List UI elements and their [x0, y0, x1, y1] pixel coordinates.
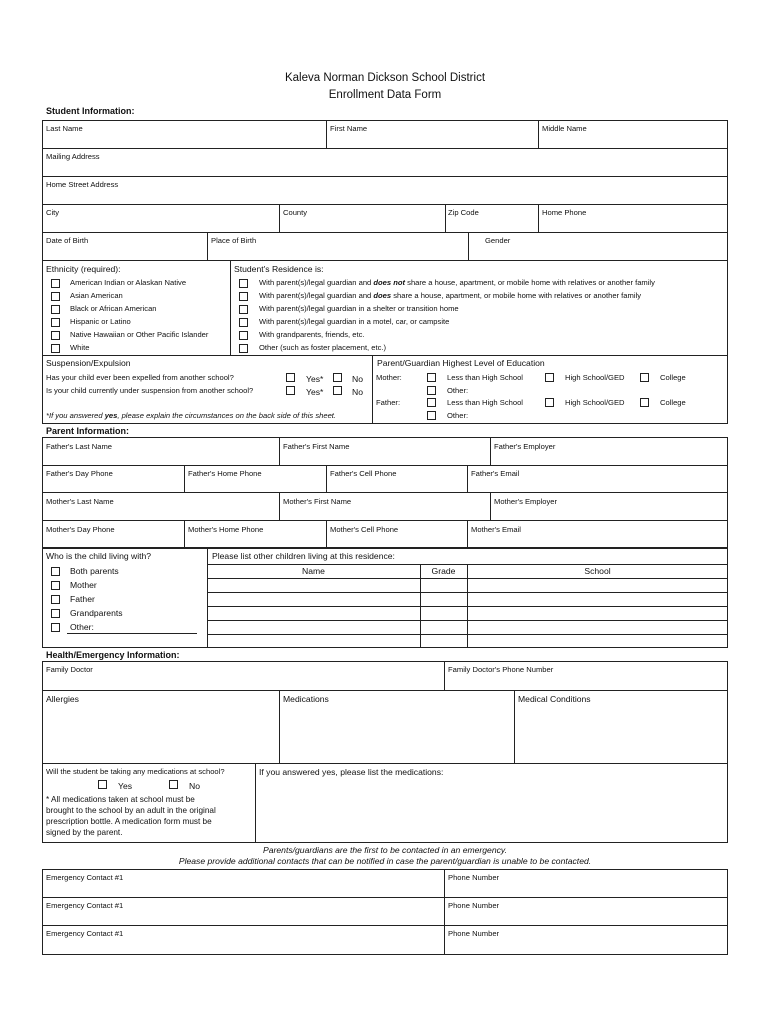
- last-name-field[interactable]: Last Name: [46, 124, 83, 133]
- residence-option-2: With parent(s)/legal guardian and does share a house, apartment, or mobile home with relatives or another family: [259, 291, 642, 300]
- ethnicity-option: Native Hawaiian or Other Pacific Islander: [70, 330, 209, 339]
- mother-other-label: Other:: [447, 386, 469, 395]
- living-other-line[interactable]: [67, 633, 197, 634]
- children-col-name: Name: [302, 566, 325, 576]
- mother-other-checkbox[interactable]: [427, 386, 436, 395]
- residence-option-5: With grandparents, friends, etc.: [259, 330, 365, 339]
- emergency-notice-2: Please provide additional contacts that can be notified in case the parent/guardian is unable to be contacted.: [178, 856, 592, 866]
- emergency-contacts-grid: [42, 869, 728, 955]
- residence-option-4: With parent(s)/legal guardian in a motel, car, or campsite: [259, 317, 450, 326]
- doctor-row: [42, 661, 728, 691]
- emergency-phone-field[interactable]: Phone Number: [448, 873, 500, 882]
- expelled-question: Has your child ever been expelled from another school?: [46, 373, 234, 382]
- residence-checkbox-1[interactable]: [239, 279, 248, 288]
- student-info-grid: [42, 120, 728, 261]
- father-other-checkbox[interactable]: [427, 411, 436, 420]
- living-option: Both parents: [70, 566, 119, 576]
- place-of-birth-field[interactable]: Place of Birth: [211, 236, 257, 245]
- expelled-yes-checkbox[interactable]: [286, 373, 295, 382]
- allergies-field[interactable]: Allergies: [46, 694, 79, 704]
- mailing-address-field[interactable]: Mailing Address: [46, 152, 100, 161]
- ethnicity-checkbox-asian[interactable]: [51, 292, 60, 301]
- medical-box: [42, 690, 728, 764]
- medication-yes-label: Yes: [118, 781, 133, 791]
- health-section-title: Health/Emergency Information:: [46, 650, 180, 660]
- mother-cell-phone-field[interactable]: Mother's Cell Phone: [330, 525, 399, 534]
- father-email-field[interactable]: Father's Email: [471, 469, 520, 478]
- medications-field[interactable]: Medications: [283, 694, 329, 704]
- county-field[interactable]: County: [283, 208, 308, 217]
- residence-option-1: With parent(s)/legal guardian and does not share a house, apartment, or mobile home with relatives or another family: [259, 278, 655, 287]
- residence-label: Student's Residence is:: [234, 264, 324, 274]
- date-of-birth-field[interactable]: Date of Birth: [46, 236, 89, 245]
- ethnicity-option: Hispanic or Latino: [70, 317, 131, 326]
- parent-section-title: Parent Information:: [46, 426, 130, 436]
- form-title: Enrollment Data Form: [328, 89, 442, 101]
- father-less-hs-label: Less than High School: [447, 398, 523, 407]
- living-other-checkbox[interactable]: [51, 623, 60, 632]
- suspension-yes-label: Yes*: [306, 387, 324, 397]
- mother-less-hs-label: Less than High School: [447, 373, 523, 382]
- father-first-name-field[interactable]: Father's First Name: [283, 442, 350, 451]
- medication-no-checkbox[interactable]: [169, 780, 178, 789]
- father-other-label: Other:: [447, 411, 469, 420]
- student-section-title: Student Information:: [46, 106, 135, 116]
- emergency-contact-field[interactable]: Emergency Contact #1: [46, 929, 124, 938]
- father-employer-field[interactable]: Father's Employer: [494, 442, 556, 451]
- father-education-label: Father:: [376, 398, 401, 407]
- other-children-label: Please list other children living at this residence:: [212, 551, 395, 561]
- medication-note-line: signed by the parent.: [46, 828, 123, 837]
- ethnicity-option: White: [70, 343, 90, 352]
- home-phone-field[interactable]: Home Phone: [542, 208, 587, 217]
- ethnicity-checkbox-white[interactable]: [51, 344, 60, 353]
- children-col-school: School: [584, 566, 611, 576]
- children-col-grade: Grade: [431, 566, 456, 576]
- father-home-phone-field[interactable]: Father's Home Phone: [188, 469, 262, 478]
- expelled-yes-label: Yes*: [306, 374, 324, 384]
- zip-code-field[interactable]: Zip Code: [448, 208, 479, 217]
- residence-checkbox-6[interactable]: [239, 344, 248, 353]
- mother-college-checkbox[interactable]: [640, 373, 649, 382]
- mother-college-label: College: [660, 373, 686, 382]
- ethnicity-option: Asian American: [70, 291, 123, 300]
- residence-option-3: With parent(s)/legal guardian in a shelter or transition home: [259, 304, 459, 313]
- father-less-hs-checkbox[interactable]: [427, 398, 436, 407]
- living-with-label: Who is the child living with?: [46, 551, 152, 561]
- list-medications-field[interactable]: If you answered yes, please list the medications:: [259, 767, 444, 777]
- first-name-field[interactable]: First Name: [330, 124, 368, 133]
- ethnicity-checkbox-pacific-islander[interactable]: [51, 331, 60, 340]
- suspension-question: Is your child currently under suspension from another school?: [46, 386, 254, 395]
- ethnicity-checkbox-american-indian[interactable]: [51, 279, 60, 288]
- residence-checkbox-4[interactable]: [239, 318, 248, 327]
- emergency-phone-field[interactable]: Phone Number: [448, 929, 500, 938]
- expelled-no-label: No: [352, 374, 363, 384]
- residence-checkbox-5[interactable]: [239, 331, 248, 340]
- mother-employer-field[interactable]: Mother's Employer: [494, 497, 558, 506]
- living-option: Mother: [70, 580, 97, 590]
- mother-first-name-field[interactable]: Mother's First Name: [283, 497, 352, 506]
- mother-hs-ged-label: High School/GED: [565, 373, 625, 382]
- middle-name-field[interactable]: Middle Name: [542, 124, 587, 133]
- district-name: Kaleva Norman Dickson School District: [284, 72, 486, 84]
- father-last-name-field[interactable]: Father's Last Name: [46, 442, 113, 451]
- emergency-contact-field[interactable]: Emergency Contact #1: [46, 873, 124, 882]
- mother-home-phone-field[interactable]: Mother's Home Phone: [188, 525, 264, 534]
- medication-note-line: prescription bottle. A medication form must be: [46, 817, 212, 826]
- suspension-yes-checkbox[interactable]: [286, 386, 295, 395]
- living-option: Other:: [70, 622, 94, 632]
- medication-note-line: brought to the school by an adult in the original: [46, 806, 216, 815]
- residence-checkbox-3[interactable]: [239, 305, 248, 314]
- suspension-no-label: No: [352, 387, 363, 397]
- mother-email-field[interactable]: Mother's Email: [471, 525, 521, 534]
- suspension-label: Suspension/Expulsion: [46, 358, 131, 368]
- father-college-checkbox[interactable]: [640, 398, 649, 407]
- living-both-parents-checkbox[interactable]: [51, 567, 60, 576]
- living-father-checkbox[interactable]: [51, 595, 60, 604]
- residence-checkbox-2[interactable]: [239, 292, 248, 301]
- ethnicity-checkbox-hispanic[interactable]: [51, 318, 60, 327]
- medication-question: Will the student be taking any medications at school?: [46, 767, 225, 776]
- living-grandparents-checkbox[interactable]: [51, 609, 60, 618]
- father-day-phone-field[interactable]: Father's Day Phone: [46, 469, 113, 478]
- emergency-contact-field[interactable]: Emergency Contact #1: [46, 901, 124, 910]
- living-option: Father: [70, 594, 95, 604]
- mother-last-name-field[interactable]: Mother's Last Name: [46, 497, 114, 506]
- ethnicity-checkbox-black[interactable]: [51, 305, 60, 314]
- expelled-no-checkbox[interactable]: [333, 373, 342, 382]
- suspension-no-checkbox[interactable]: [333, 386, 342, 395]
- father-cell-phone-field[interactable]: Father's Cell Phone: [330, 469, 397, 478]
- mother-hs-ged-checkbox[interactable]: [545, 373, 554, 382]
- living-option: Grandparents: [70, 608, 123, 618]
- emergency-notice-1: Parents/guardians are the first to be contacted in an emergency.: [263, 845, 507, 855]
- family-doctor-phone-field[interactable]: Family Doctor's Phone Number: [448, 665, 554, 674]
- mother-less-hs-checkbox[interactable]: [427, 373, 436, 382]
- home-street-address-field[interactable]: Home Street Address: [46, 180, 119, 189]
- ethnicity-label: Ethnicity (required):: [46, 264, 121, 274]
- mother-day-phone-field[interactable]: Mother's Day Phone: [46, 525, 115, 534]
- residence-option-6: Other (such as foster placement, etc.): [259, 343, 387, 352]
- ethnicity-option: Black or African American: [70, 304, 157, 313]
- ethnicity-option: American Indian or Alaskan Native: [70, 278, 187, 287]
- father-hs-ged-checkbox[interactable]: [545, 398, 554, 407]
- living-mother-checkbox[interactable]: [51, 581, 60, 590]
- emergency-phone-field[interactable]: Phone Number: [448, 901, 500, 910]
- suspension-note: *If you answered yes, please explain the circumstances on the back side of this sheet.: [46, 411, 337, 420]
- medication-no-label: No: [189, 781, 200, 791]
- city-field[interactable]: City: [46, 208, 60, 217]
- medical-conditions-field[interactable]: Medical Conditions: [518, 694, 591, 704]
- medication-note-line: * All medications taken at school must be: [46, 795, 195, 804]
- medication-yes-checkbox[interactable]: [98, 780, 107, 789]
- father-hs-ged-label: High School/GED: [565, 398, 625, 407]
- gender-field[interactable]: Gender: [485, 236, 511, 245]
- father-college-label: College: [660, 398, 686, 407]
- education-label: Parent/Guardian Highest Level of Education: [377, 358, 545, 368]
- family-doctor-field[interactable]: Family Doctor: [46, 665, 93, 674]
- mother-education-label: Mother:: [376, 373, 402, 382]
